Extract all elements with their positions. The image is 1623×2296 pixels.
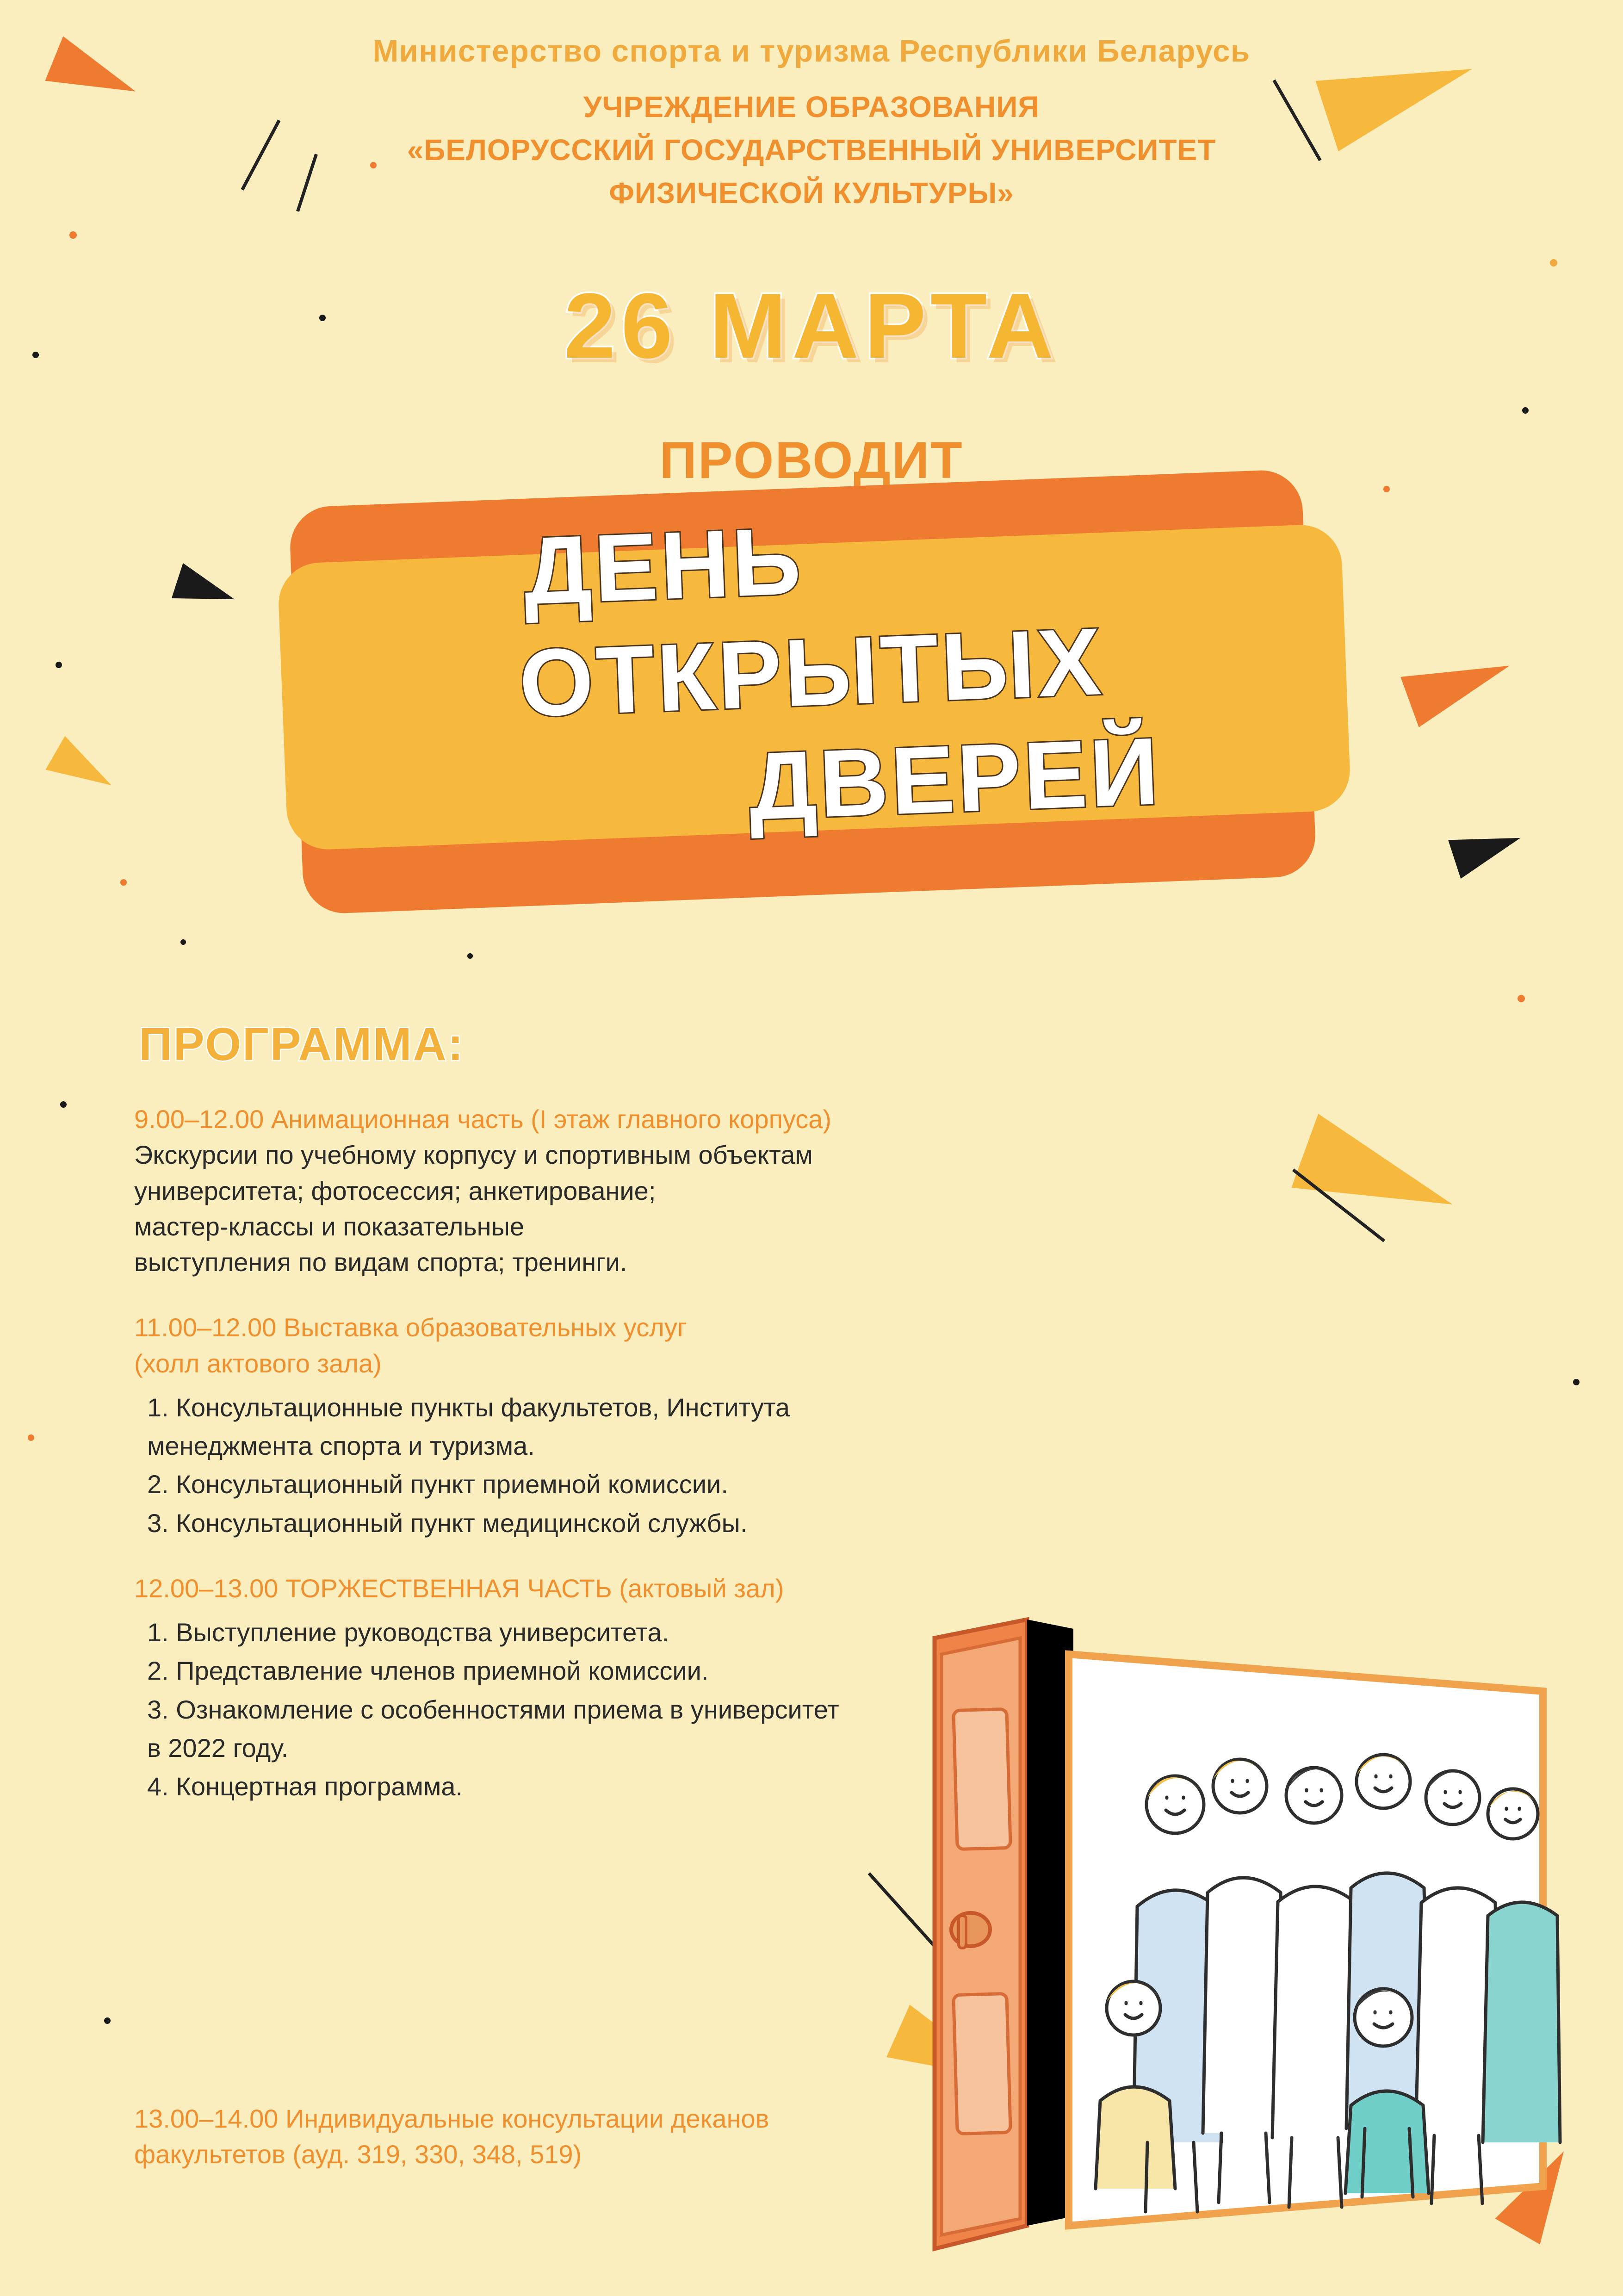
program-block-expo-items bbox=[134, 1390, 1106, 1541]
organization-line-2: «БЕЛОРУССКИЙ ГОСУДАРСТВЕННЫЙ УНИВЕРСИТЕТ bbox=[407, 133, 1216, 167]
program-block-expo-time: 11.00–12.00 Выставка образовательных услуг bbox=[134, 1313, 687, 1342]
open-door-icon bbox=[916, 1610, 1573, 2267]
organization-line-1: УЧРЕЖДЕНИЕ ОБРАЗОВАНИЯ bbox=[583, 90, 1040, 124]
program-block-animation-line-2: университета; фотосессия; анкетирование; bbox=[134, 1176, 656, 1205]
decor-dot-6 bbox=[1522, 407, 1529, 414]
spacer-2 bbox=[134, 1557, 1106, 1570]
decor-dot-16 bbox=[467, 953, 473, 959]
program-block-consultations bbox=[134, 2101, 967, 2172]
decor-dot-1 bbox=[69, 231, 77, 239]
program-block-ceremony-time: 12.00–13.00 ТОРЖЕСТВЕННАЯ ЧАСТЬ (актовый зал) bbox=[134, 1573, 784, 1603]
open-door-illustration bbox=[916, 1610, 1573, 2267]
spacer-1 bbox=[134, 1296, 1106, 1309]
decor-dot-10 bbox=[60, 1101, 67, 1108]
program-block-expo-place: (холл актового зала) bbox=[134, 1348, 382, 1378]
event-title-word-1: ДЕНЬ bbox=[521, 507, 805, 625]
decor-dot-15 bbox=[180, 939, 186, 945]
list-item: 3. Консультационный пункт медицинской службы. bbox=[147, 1508, 748, 1538]
decor-triangle-yellow-midright bbox=[1291, 1114, 1466, 1241]
organization-name bbox=[0, 86, 1623, 214]
program-block-animation bbox=[134, 1101, 1106, 1280]
decor-dot-9 bbox=[120, 879, 127, 886]
program-heading: ПРОГРАММА: bbox=[139, 1018, 465, 1070]
event-date: 26 МАРТА bbox=[564, 274, 1059, 378]
organization-line-3: ФИЗИЧЕСКОЙ КУЛЬТУРЫ» bbox=[609, 176, 1014, 210]
program-block-animation-line-1: Экскурсии по учебному корпусу и спортивным объектам bbox=[134, 1140, 813, 1170]
program-block-consultations-line-2: факультетов (ауд. 319, 330, 348, 519) bbox=[134, 2140, 582, 2169]
program-block-animation-line-4: выступления по видам спорта; тренинги. bbox=[134, 1247, 627, 1277]
event-title bbox=[0, 507, 1623, 840]
decor-triangle-black-right bbox=[1448, 819, 1527, 879]
decor-dot-12 bbox=[1573, 1379, 1580, 1385]
ministry-line: Министерство спорта и туризма Республики Беларусь bbox=[372, 34, 1251, 68]
decor-dot-11 bbox=[1518, 995, 1525, 1002]
event-title-word-2: ОТКРЫТЫХ bbox=[517, 608, 1106, 737]
decor-dot-18 bbox=[28, 1434, 34, 1441]
event-title-word-3: ДВЕРЕЙ bbox=[747, 717, 1163, 840]
event-conducts-label: ПРОВОДИТ bbox=[659, 431, 964, 489]
list-item: 2. Консультационный пункт приемной комиссии. bbox=[147, 1470, 728, 1499]
list-item: 4. Концертная программа. bbox=[147, 1772, 463, 1801]
list-item: в 2022 году. bbox=[147, 1733, 289, 1762]
decor-dot-14 bbox=[104, 2017, 111, 2024]
list-item: 2. Представление членов приемной комиссии. bbox=[147, 1656, 709, 1686]
program-block-animation-time: 9.00–12.00 Анимационная часть (I этаж главного корпуса) bbox=[134, 1105, 832, 1134]
program-block-consultations-line-1: 13.00–14.00 Индивидуальные консультации деканов bbox=[134, 2104, 769, 2133]
list-item: 3. Ознакомление с особенностями приема в университет bbox=[147, 1694, 839, 1724]
list-item: менеджмента спорта и туризма. bbox=[147, 1431, 535, 1461]
decor-dot-5 bbox=[1550, 259, 1557, 267]
list-item: 1. Консультационные пункты факультетов, Института bbox=[147, 1392, 790, 1422]
list-item: 1. Выступление руководства университета. bbox=[147, 1618, 669, 1647]
program-block-expo bbox=[134, 1309, 1106, 1541]
program-block-animation-line-3: мастер-классы и показательные bbox=[134, 1211, 524, 1241]
